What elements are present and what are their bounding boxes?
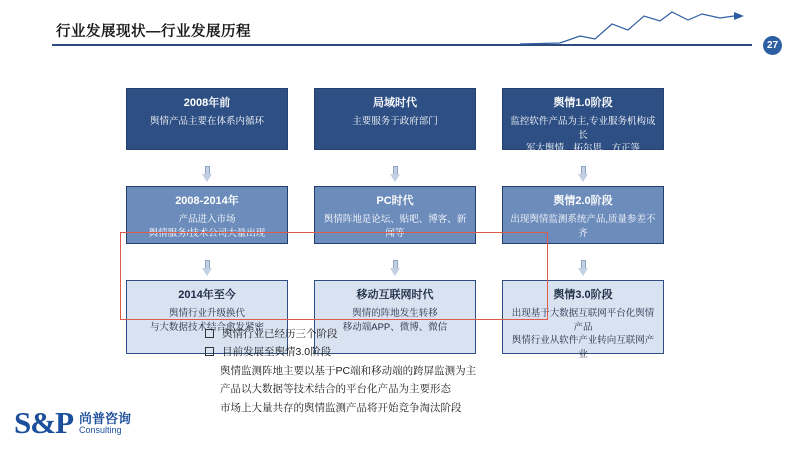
sub-list-item: 产品以大数据等技术结合的平台化产品为主要形态 [220, 383, 451, 396]
down-arrow-icon [390, 166, 401, 182]
arrow-cell [502, 166, 664, 182]
down-arrow-icon [202, 166, 213, 182]
arrow-row-2 [126, 260, 666, 276]
down-arrow-icon [578, 166, 589, 182]
footer-bar [0, 446, 800, 450]
stage-box-title: 2014年至今 [178, 289, 236, 301]
square-bullet-icon [205, 347, 214, 356]
stage-box [502, 88, 664, 155]
arrow-cell [126, 166, 288, 182]
diagram-cell [314, 88, 476, 150]
sub-list-item: 市场上大量共存的舆情监测产品将开始竞争淘汰阶段 [220, 401, 462, 414]
stage-box-title: 舆情3.0阶段 [553, 289, 613, 301]
list-item-label: 目前发展至舆情3.0阶段 [222, 346, 332, 359]
stage-box-body: 舆情的阵地发生转移 移动端APP、微博、微信 [342, 307, 448, 333]
down-arrow-icon [202, 260, 213, 276]
diagram-row-2 [126, 186, 666, 244]
stage-box [502, 186, 664, 244]
stage-box-body: 监控软件产品为主,专业服务机构成长 军大舆情、拓尔思、方正等 [510, 115, 656, 155]
page-title: 行业发展现状—行业发展历程 [56, 24, 251, 40]
stage-box-body: 出现舆情监测系统产品,质量参差不齐 [510, 213, 656, 239]
stage-box-title: 舆情1.0阶段 [553, 97, 613, 109]
logo-company-name-en: Consulting [79, 425, 122, 436]
stage-box-body: 舆情产品主要在体系内循环 [149, 115, 264, 127]
stage-box-body: 主要服务于政府部门 [352, 115, 438, 127]
stage-box-title: PC时代 [376, 195, 414, 207]
square-bullet-icon [205, 329, 214, 338]
footer-logo [14, 407, 131, 438]
stage-box-title: 2008年前 [183, 97, 231, 109]
stage-box [126, 88, 288, 150]
list-item [205, 343, 675, 361]
stage-box [126, 186, 288, 244]
diagram-cell [314, 186, 476, 244]
stage-box-body: 产品进入市场 舆情服务/技术公司大量出现 [148, 213, 266, 239]
arrow-cell [314, 260, 476, 276]
diagram-cell [126, 186, 288, 244]
stage-box [314, 186, 476, 244]
page-number-badge: 27 [763, 36, 782, 55]
stage-box-title: 局域时代 [373, 97, 417, 109]
diagram-cell [126, 88, 288, 150]
diagram-cell [502, 186, 664, 244]
logo-company-name-cn: 尚普咨询 [79, 410, 132, 426]
arrow-cell [126, 260, 288, 276]
logo-mark: S&P [14, 405, 73, 440]
arrow-row-1 [126, 166, 666, 182]
arrow-cell [502, 260, 664, 276]
arrow-cell [314, 166, 476, 182]
diagram-cell [502, 88, 664, 155]
bullet-list [205, 325, 675, 417]
list-item [205, 325, 675, 343]
list-item-label: 舆情行业已经历三个阶段 [222, 328, 338, 340]
diagram-row-1 [126, 88, 666, 155]
stage-box [314, 88, 476, 150]
sparkline-decoration [520, 6, 750, 46]
stage-box-title: 2008-2014年 [175, 195, 239, 207]
down-arrow-icon [578, 260, 589, 276]
down-arrow-icon [390, 260, 401, 276]
stage-box-body: 舆情阵地是论坛、贴吧、博客、新闻等 [323, 213, 467, 239]
stage-box-body: 出现基于大数据互联网平台化舆情产品 舆情行业从软件产业转向互联网产业 [511, 307, 655, 361]
sub-list-item: 舆情监测阵地主要以基于PC端和移动端的跨屏监测为主 [220, 364, 477, 377]
stage-box-body: 舆情行业升级换代 与大数据技术结合愈发紧密 [149, 307, 264, 333]
stage-box-title: 移动互联网时代 [356, 289, 434, 301]
stage-box-title: 舆情2.0阶段 [553, 195, 613, 207]
